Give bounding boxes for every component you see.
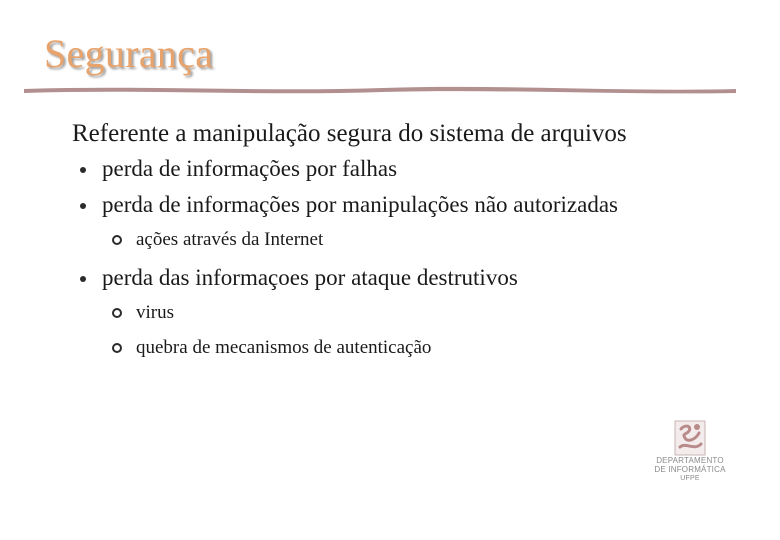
bullet-dot-icon xyxy=(80,276,86,282)
title-underline-rule xyxy=(22,80,738,100)
sub-bullet-list xyxy=(102,299,712,361)
bullet-dot-icon xyxy=(80,203,86,209)
logo-line-informatica: DE INFORMÁTICA xyxy=(654,465,726,474)
sub-list-item-text: virus xyxy=(136,302,174,323)
list-item xyxy=(72,190,712,253)
bullet-dot-icon xyxy=(80,167,86,173)
slide-body xyxy=(72,118,712,371)
hollow-bullet-icon xyxy=(112,308,122,318)
hollow-bullet-icon xyxy=(112,343,122,353)
sub-list-item xyxy=(102,226,712,253)
department-logo xyxy=(650,420,730,484)
intro-text: Referente a manipulação segura do sistema de arquivos xyxy=(72,120,627,147)
logo-line-university: UFPE xyxy=(680,475,700,482)
list-item-text: perda de informações por manipulações não autorizadas xyxy=(102,192,619,217)
list-item xyxy=(72,263,712,361)
department-logo-mark-icon xyxy=(674,420,706,456)
sub-list-item-text: quebra de mecanismos de autenticação xyxy=(136,337,432,358)
sub-list-item xyxy=(102,299,712,326)
sub-list-item-text: ações através da Internet xyxy=(136,229,324,250)
list-item-text: perda das informaçoes por ataque destrutivos xyxy=(102,265,518,290)
list-item-text: perda de informações por falhas xyxy=(102,156,398,181)
hollow-bullet-icon xyxy=(112,235,122,245)
slide-title: Segurança xyxy=(44,31,214,76)
bullet-list xyxy=(72,154,712,361)
logo-line-department: DEPARTAMENTO xyxy=(656,456,724,465)
sub-bullet-list xyxy=(102,226,712,253)
sub-list-item xyxy=(102,334,712,361)
list-item xyxy=(72,154,712,184)
